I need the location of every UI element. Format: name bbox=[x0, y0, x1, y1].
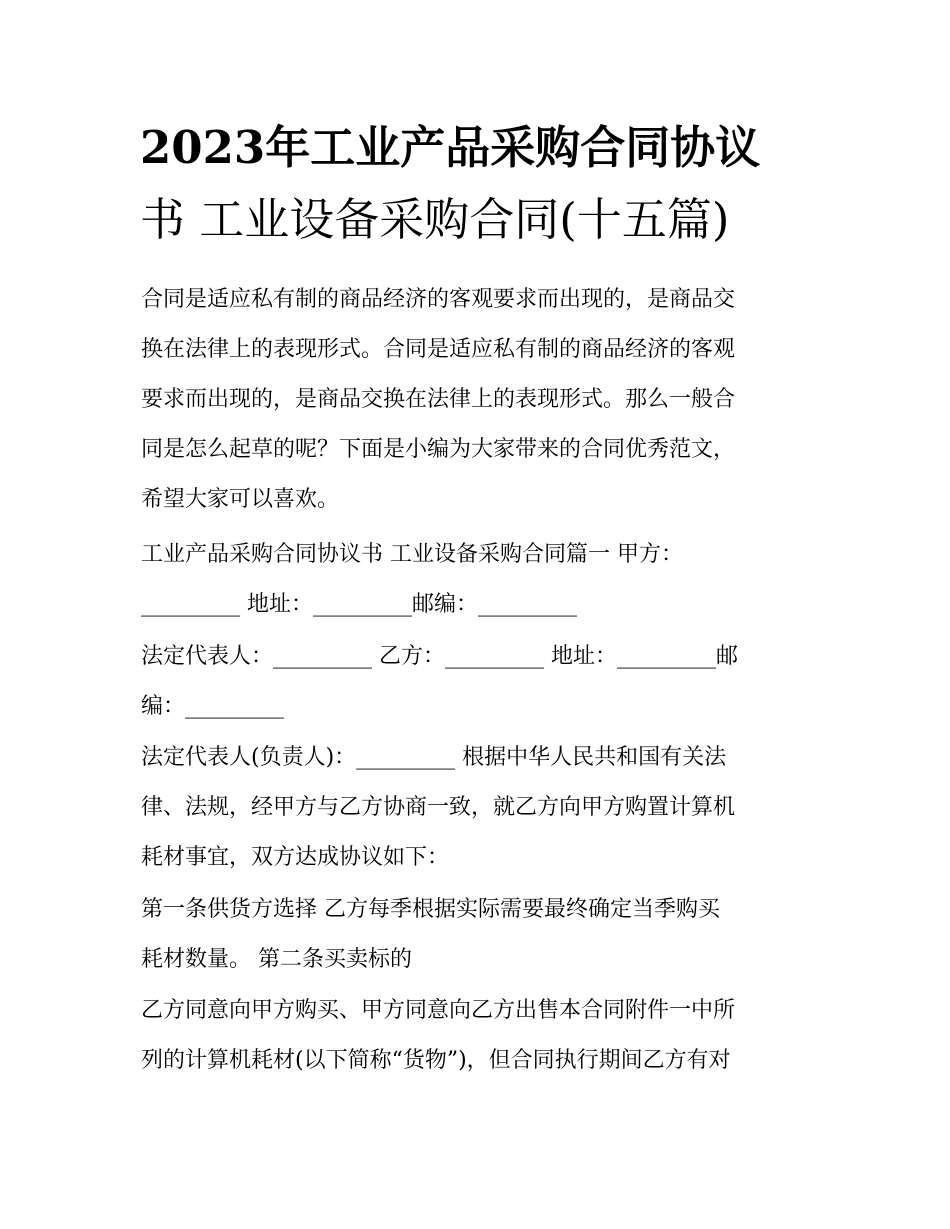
article-one-paragraph bbox=[141, 885, 821, 985]
text-line: 要求而出现的，是商品交换在法律上的表现形式。那么一般合 bbox=[141, 387, 736, 412]
document-title bbox=[140, 112, 820, 256]
title-line-2: 书 工业设备采购合同(十五篇) bbox=[140, 193, 730, 246]
legal-basis-paragraph bbox=[141, 733, 821, 883]
text-line: 律、法规，经甲方与乙方协商一致，就乙方向甲方购置计算机 bbox=[141, 795, 736, 820]
text-line: 列的计算机耗材(以下简称“货物”)，但合同执行期间乙方有对 bbox=[141, 1048, 731, 1073]
text-line: 换在法律上的表现形式。合同是适应私有制的商品经济的客观 bbox=[141, 337, 736, 362]
text-line: 法定代表人(负责人)：_________ 根据中华人民共和国有关法 bbox=[141, 745, 727, 770]
text-line: 耗材数量。 第二条买卖标的 bbox=[141, 947, 412, 972]
text-line: 希望大家可以喜欢。 bbox=[141, 487, 340, 512]
party-a-paragraph bbox=[141, 530, 821, 630]
text-line: 编：_________ bbox=[141, 694, 285, 719]
text-line: 第一条供货方选择 乙方每季根据实际需要最终确定当季购买 bbox=[141, 897, 720, 922]
text-line: _________ 地址：_________邮编：_________ bbox=[141, 592, 577, 617]
text-line: 耗材事宜，双方达成协议如下： bbox=[141, 845, 450, 870]
text-line: 同是怎么起草的呢？下面是小编为大家带来的合同优秀范文， bbox=[141, 437, 736, 462]
intro-paragraph bbox=[141, 275, 821, 525]
text-line: 法定代表人：_________ 乙方：_________ 地址：_________邮 bbox=[141, 644, 738, 669]
party-b-paragraph bbox=[141, 632, 821, 732]
title-line-1: 2023年工业产品采购合同协议 bbox=[140, 121, 761, 174]
article-two-paragraph bbox=[141, 986, 821, 1086]
text-line: 乙方同意向甲方购买、甲方同意向乙方出售本合同附件一中所 bbox=[141, 998, 736, 1023]
text-line: 工业产品采购合同协议书 工业设备采购合同篇一 甲方： bbox=[141, 542, 683, 567]
text-line: 合同是适应私有制的商品经济的客观要求而出现的，是商品交 bbox=[141, 287, 736, 312]
